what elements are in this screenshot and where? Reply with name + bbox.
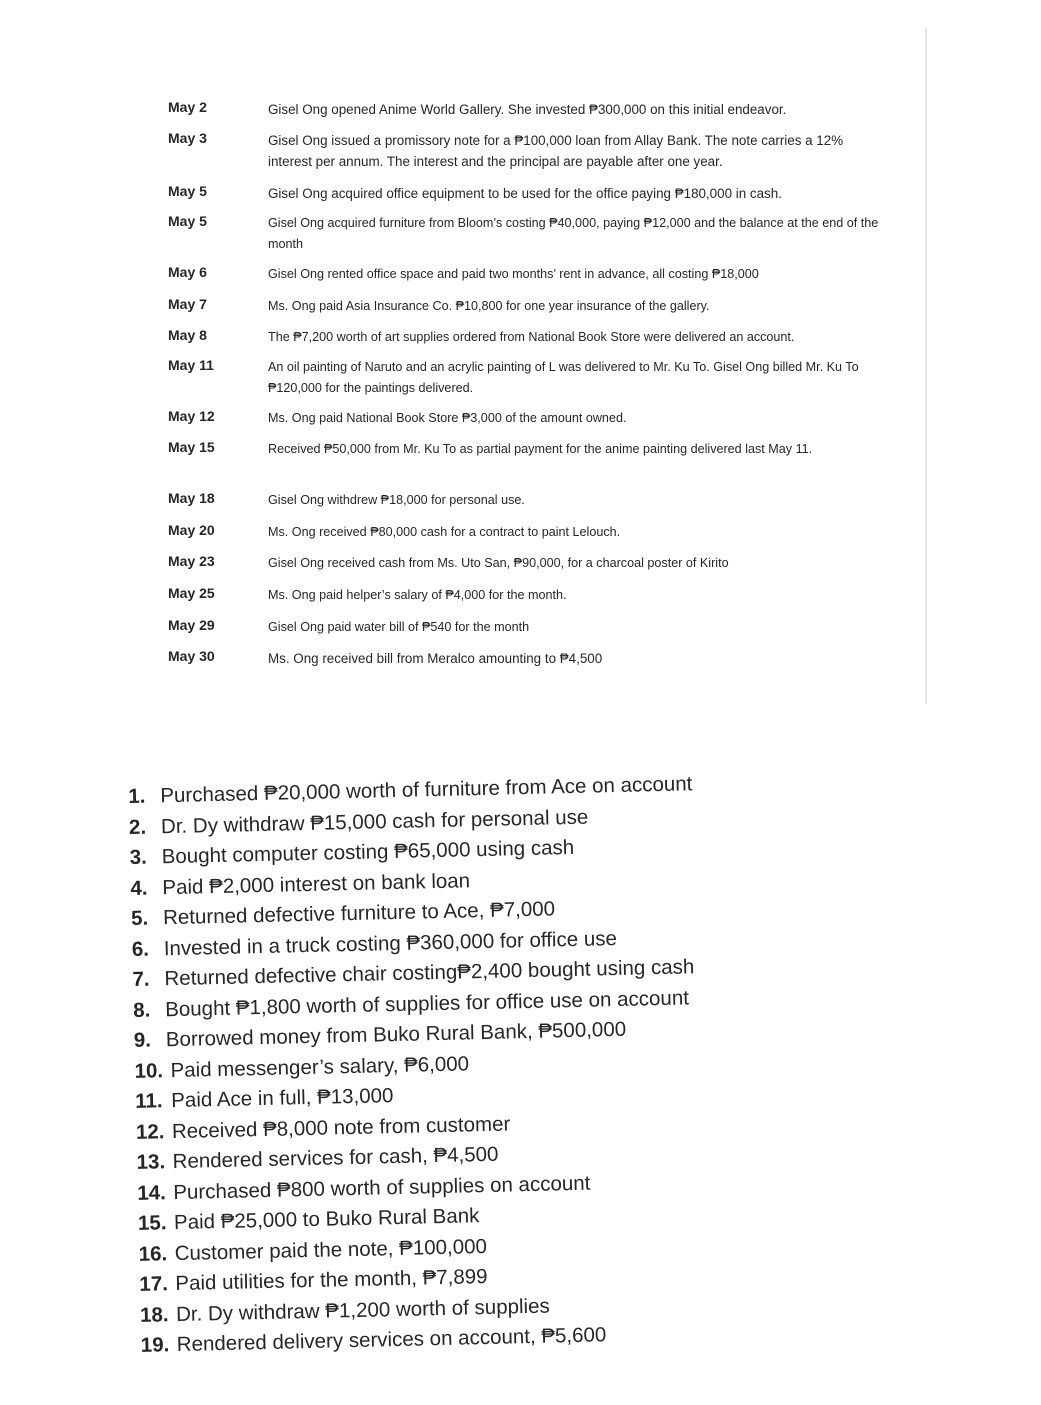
transaction-description: Gisel Ong rented office space and paid two months’ rent in advance, all costing ₱18,000 [268, 267, 759, 281]
item-number: 8. [132, 998, 151, 1022]
item-number: 9. [133, 1028, 152, 1052]
item-text: Dr. Dy withdraw ₱1,200 worth of supplies [175, 1294, 550, 1326]
item-text: Dr. Dy withdraw ₱15,000 cash for personal use [160, 805, 589, 838]
item-text: Paid ₱2,000 interest on bank loan [162, 868, 471, 899]
item-number: 18. [139, 1302, 169, 1327]
item-text: Borrowed money from Buko Rural Bank, ₱500,000 [165, 1017, 627, 1052]
item-number: 16. [138, 1241, 168, 1266]
item-text: Rendered services for cash, ₱4,500 [172, 1142, 499, 1174]
transaction-date: May 7 [168, 296, 207, 312]
item-text: Purchased ₱800 worth of supplies on account [173, 1171, 591, 1204]
item-number: 4. [130, 876, 148, 900]
transaction-description: Ms. Ong received ₱80,000 cash for a contract to paint Lelouch. [268, 525, 621, 539]
item-number: 6. [131, 937, 150, 961]
item-text: Received ₱8,000 note from customer [171, 1111, 511, 1143]
item-text: Rendered delivery services on account, ₱5,600 [176, 1323, 607, 1357]
transaction-description: Ms. Ong paid Asia Insurance Co. ₱10,800 for one year insurance of the gallery. [268, 299, 710, 313]
item-text: Returned defective furniture to Ace, ₱7,000 [162, 897, 556, 930]
transaction-description: Gisel Ong received cash from Ms. Uto San, ₱90,000, for a charcoal poster of Kirito [268, 556, 729, 570]
item-number: 11. [134, 1089, 163, 1113]
transaction-date: May 18 [168, 490, 215, 506]
item-text: Purchased ₱20,000 worth of furniture from Ace on account [160, 772, 693, 808]
item-number: 12. [135, 1119, 165, 1144]
transaction-description: Ms. Ong received bill from Meralco amounting to ₱4,500 [268, 651, 603, 666]
transaction-date: May 5 [168, 183, 207, 199]
transaction-date: May 15 [168, 439, 215, 455]
transaction-date: May 6 [168, 264, 207, 280]
problem-list [128, 767, 781, 1361]
item-number: 13. [136, 1150, 166, 1174]
transaction-date: May 3 [168, 130, 207, 146]
item-number: 14. [137, 1180, 167, 1205]
transaction-description: Received ₱50,000 from Mr. Ku To as partial payment for the anime painting delivered last May 11. [268, 442, 813, 456]
transaction-description: Gisel Ong paid water bill of ₱540 for the month [268, 620, 530, 634]
item-number: 1. [128, 784, 146, 808]
transaction-date: May 20 [168, 522, 215, 538]
transaction-date: May 12 [168, 408, 215, 424]
transaction-date: May 30 [168, 648, 215, 664]
item-text: Paid Ace in full, ₱13,000 [170, 1084, 394, 1113]
transaction-description: Gisel Ong issued a promissory note for a ₱100,000 loan from Allay Bank. The note carries a 12% interest per annum. The interest and the principal are payable after one year. [268, 133, 844, 169]
item-text: Paid messenger’s salary, ₱6,000 [170, 1051, 470, 1082]
item-text: Returned defective chair costing₱2,400 bought using cash [164, 955, 695, 991]
transaction-description: Gisel Ong opened Anime World Gallery. She invested ₱300,000 on this initial endeavor. [268, 102, 787, 117]
item-number: 5. [130, 906, 149, 930]
transaction-description: Gisel Ong acquired office equipment to be used for the office paying ₱180,000 in cash. [268, 186, 782, 201]
transaction-description: The ₱7,200 worth of art supplies ordered from National Book Store were delivered an account. [268, 330, 795, 344]
item-number: 19. [140, 1333, 170, 1357]
item-number: 2. [128, 815, 147, 839]
transaction-date: May 2 [168, 99, 207, 115]
item-text: Paid utilities for the month, ₱7,899 [175, 1264, 488, 1296]
transaction-date: May 5 [168, 213, 207, 229]
transaction-description: Ms. Ong paid National Book Store ₱3,000 of the amount owned. [268, 411, 627, 425]
item-text: Customer paid the note, ₱100,000 [174, 1234, 488, 1265]
transaction-description: Gisel Ong acquired furniture from Bloom’s costing ₱40,000, paying ₱12,000 and the balance at the end of the month [268, 216, 879, 251]
item-text: Paid ₱25,000 to Buko Rural Bank [173, 1204, 480, 1235]
item-number: 3. [129, 845, 148, 869]
item-number: 10. [134, 1058, 164, 1083]
item-text: Invested in a truck costing ₱360,000 for office use [163, 926, 618, 960]
transaction-date: May 25 [168, 585, 215, 601]
transaction-date: May 23 [168, 553, 215, 569]
item-text: Bought computer costing ₱65,000 using cash [161, 835, 575, 869]
transaction-date: May 11 [168, 357, 214, 373]
item-number: 7. [132, 967, 150, 991]
item-number: 17. [139, 1272, 169, 1296]
transaction-description: Gisel Ong withdrew ₱18,000 for personal use. [268, 493, 525, 507]
transaction-date: May 29 [168, 617, 215, 633]
transaction-description: An oil painting of Naruto and an acrylic painting of L was delivered to Mr. Ku To. Gisel Ong billed Mr. Ku To ₱120,000 for the paintings delivered. [268, 360, 859, 395]
item-text: Bought ₱1,800 worth of supplies for office use on account [164, 985, 690, 1021]
transaction-description: Ms. Ong paid helper’s salary of ₱4,000 for the month. [268, 588, 567, 602]
page-edge-divider [925, 28, 927, 704]
item-number: 15. [137, 1211, 167, 1235]
transaction-date: May 8 [168, 327, 207, 343]
